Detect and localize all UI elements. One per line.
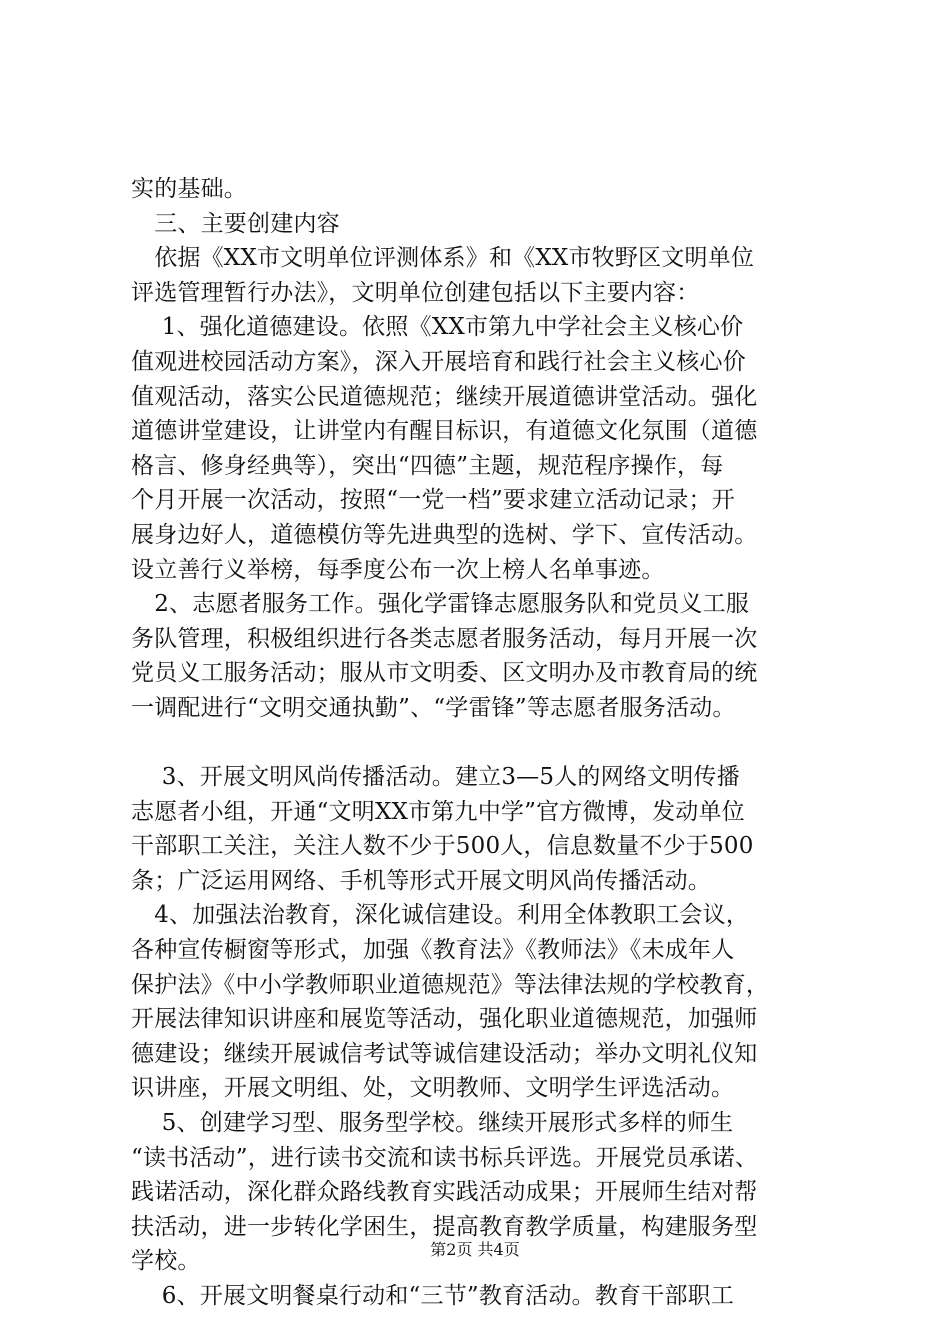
text-line: 2、志愿者服务工作。强化学雷锋志愿服务队和党员义工服 <box>131 591 750 618</box>
text-line: 3、开展文明风尚传播活动。建立3—5人的网络文明传播 <box>131 764 740 791</box>
text-line: 条；广泛运用网络、手机等形式开展文明风尚传播活动。 <box>131 867 711 894</box>
text-line: 践诺活动，深化群众路线教育实践活动成果；开展师生结对帮 <box>131 1179 758 1206</box>
blank-line <box>131 726 835 761</box>
page-number-footer: 第2页 共4页 <box>430 1240 520 1259</box>
text-line: 志愿者小组，开通“文明XX市第九中学”官方微博，发动单位 <box>131 798 745 825</box>
text-line: “读书活动”，进行读书交流和读书标兵评选。开展党员承诺、 <box>131 1144 759 1171</box>
text-line: 开展法律知识讲座和展览等活动，强化职业道德规范，加强师 <box>131 1006 758 1033</box>
text-line: 实的基础。 <box>131 176 247 202</box>
text-line: 各种宣传橱窗等形式，加强《教育法》《教师法》《未成年人 <box>131 937 735 964</box>
text-line: 6、开展文明餐桌行动和“三节”教育活动。教育干部职工 <box>131 1283 735 1309</box>
text-line: 德建设；继续开展诚信考试等诚信建设活动；举办文明礼仪知 <box>131 1040 758 1067</box>
text-line: 值观活动，落实公民道德规范；继续开展道德讲堂活动。强化 <box>131 383 758 410</box>
section-heading: 三、主要创建内容 <box>131 210 340 237</box>
text-line: 一调配进行“文明交通执勤”、“学雷锋”等志愿者服务活动。 <box>131 694 736 721</box>
text-line: 识讲座，开展文明组、处，文明教师、文明学生评选活动。 <box>131 1075 735 1102</box>
text-line: 道德讲堂建设，让讲堂内有醒目标识，有道德文化氛围（道德 <box>131 418 758 445</box>
text-line: 党员义工服务活动；服从市文明委、区文明办及市教育局的统 <box>131 660 758 687</box>
text-line: 展身边好人，道德模仿等先进典型的选树、学下、宣传活动。 <box>131 521 758 548</box>
text-line: 评选管理暂行办法》，文明单位创建包括以下主要内容： <box>131 279 700 306</box>
text-line: 保护法》《中小学教师职业道德规范》等法律法规的学校教育， <box>131 971 770 998</box>
text-line: 1、强化道德建设。依照《XX市第九中学社会主义核心价 <box>131 314 744 341</box>
text-line: 设立善行义举榜，每季度公布一次上榜人名单事迹。 <box>131 556 665 583</box>
text-line: 个月开展一次活动，按照“一党一档”要求建立活动记录；开 <box>131 487 735 514</box>
text-line: 值观进校园活动方案》，深入开展培育和践行社会主义核心价 <box>131 348 746 375</box>
text-line: 干部职工关注，关注人数不少于500人，信息数量不少于500 <box>131 833 754 860</box>
text-line: 务队管理，积极组织进行各类志愿者服务活动，每月开展一次 <box>131 625 758 652</box>
text-line: 格言、修身经典等），突出“四德”主题，规范程序操作，每 <box>131 452 724 479</box>
text-line: 扶活动，进一步转化学困生，提高教育教学质量，构建服务型 <box>131 1213 758 1240</box>
document-body <box>131 172 835 1314</box>
text-line: 学校。 <box>131 1248 201 1275</box>
text-line: 4、加强法治教育，深化诚信建设。利用全体教职工会议， <box>131 902 750 929</box>
text-line: 5、创建学习型、服务型学校。继续开展形式多样的师生 <box>131 1110 734 1137</box>
text-line: 依据《XX市文明单位评测体系》和《XX市牧野区文明单位 <box>131 245 755 272</box>
